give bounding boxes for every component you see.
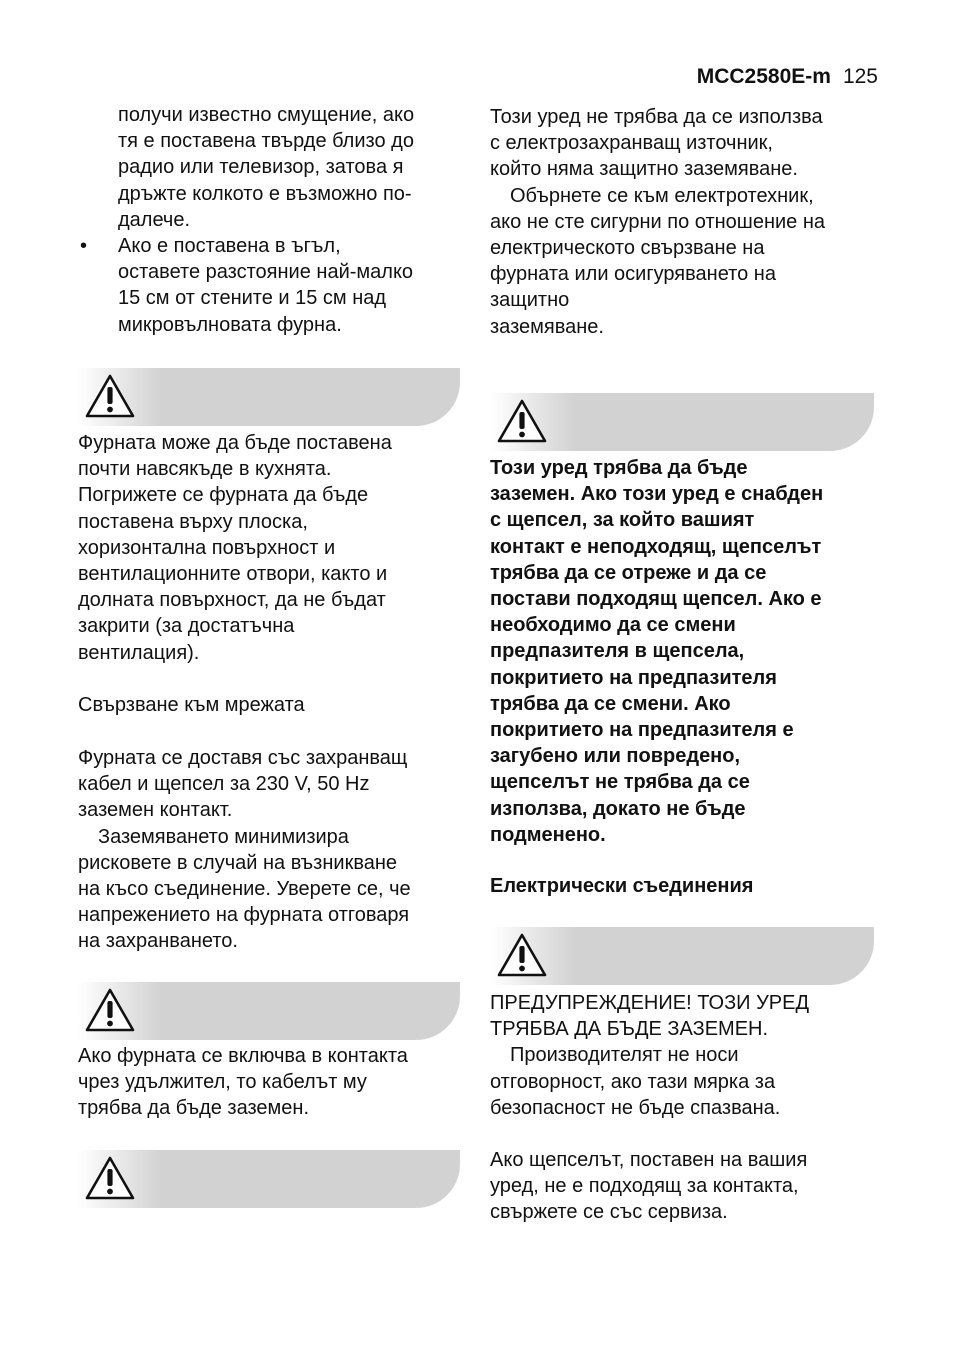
text-line: на късо съединение. Уверете се, че (78, 878, 411, 901)
text-line: хоризонтална повърхност и (78, 536, 336, 559)
text-line: заземен контакт. (78, 799, 233, 822)
warning-band (490, 393, 874, 451)
text-line: на захранването. (78, 930, 238, 953)
text-line: напрежението на фурната отговаря (78, 904, 410, 927)
text-line: свържете се със сервиза. (490, 1201, 728, 1224)
text-line: рисковете в случай на възникване (78, 851, 398, 874)
text-line: подменено. (490, 823, 606, 846)
text-line: предпазителя в щепсела, (490, 640, 745, 663)
text-line: радио или телевизор, затова я (118, 156, 404, 179)
grounding-paragraph (490, 104, 885, 340)
text-line: вентилация). (78, 641, 200, 664)
text-line: чрез удължител, то кабелът му (78, 1071, 367, 1094)
bullet-continuation (80, 102, 478, 338)
text-line: Погрижете се фурната да бъде (78, 484, 369, 507)
warning-band (78, 1150, 460, 1208)
text-line: уред, не е подходящ за контакта, (490, 1175, 799, 1198)
page-header (697, 63, 878, 91)
warning-band (78, 982, 460, 1040)
text-line: почти навсякъде в кухнята. (78, 458, 332, 481)
text-line: който няма защитно заземяване. (490, 158, 798, 181)
text-line: закрити (за достатъчна (78, 615, 295, 638)
bullet-item (80, 233, 478, 259)
text-line: кабел и щепсел за 230 V, 50 Hz (78, 773, 370, 796)
text-line: получи известно смущение, ако (118, 104, 415, 126)
warning-extension-text (78, 1043, 463, 1122)
page-number: 125 (842, 65, 878, 88)
text-line: тя е поставена твърде близо до (118, 130, 414, 153)
mains-paragraph (78, 745, 463, 955)
text-line: ТРЯБВА ДА БЪДЕ ЗАЗЕМЕН. (490, 1018, 769, 1041)
warning-triangle-icon (84, 987, 136, 1033)
warning-triangle-icon (496, 932, 548, 978)
text-line: Ако фурната се включва в контакта (78, 1045, 408, 1067)
text-line: Обърнете се към електротехник, (510, 184, 814, 207)
text-line: Ако е поставена в ъгъл, (118, 235, 341, 258)
text-line: постави подходящ щепсел. Ако е (490, 588, 822, 611)
text-line: покритието на предпазителя (490, 666, 777, 689)
text-line: Този уред трябва да бъде (490, 457, 748, 479)
text-line: поставена върху плоска, (78, 510, 308, 533)
text-line: Фурната може да бъде поставена (78, 432, 392, 454)
text-line: безопасност не бъде спазвана. (490, 1096, 781, 1119)
bullet-symbol: • (80, 235, 88, 258)
plug-paragraph (490, 1147, 885, 1226)
text-line: дръжте колкото е възможно по- (118, 182, 412, 205)
text-line: Този уред не трябва да се използва (490, 106, 823, 128)
model-number: MCC2580E-m (696, 65, 831, 88)
warning-earthed-text (490, 455, 885, 848)
text-line: фурната или осигуряването на (490, 263, 776, 286)
text-line: вентилационните отвори, както и (78, 563, 388, 586)
text-line: далече. (118, 208, 191, 231)
text-line: с електрозахранващ източник, (490, 132, 773, 155)
text-line: трябва да се смени. Ако (490, 692, 731, 715)
text-line: Заземяването минимизира (98, 825, 349, 848)
text-line: електрическото свързване на (490, 237, 765, 260)
text-line: оставете разстояние най-малко (118, 261, 414, 284)
text-line: долната повърхност, да не бъдат (78, 589, 386, 612)
warning-triangle-icon (84, 1155, 136, 1201)
text-line: защитно (490, 289, 570, 312)
text-line: Фурната се доставя със захранващ (78, 747, 408, 769)
section-heading-electric: Електрически съединения (490, 875, 754, 897)
text-line: трябва да се отреже и да се (490, 561, 767, 584)
text-line: загубено или повредено, (490, 745, 741, 768)
text-line: ако не сте сигурни по отношение на (490, 210, 826, 233)
text-line: използва, докато не бъде (490, 797, 746, 820)
warning-triangle-icon (496, 398, 548, 444)
warning-placement-text (78, 430, 463, 666)
text-line: трябва да бъде заземен. (78, 1097, 310, 1120)
text-line: покритието на предпазителя е (490, 719, 794, 742)
text-line: 15 см от стените и 15 см над (118, 287, 387, 310)
warning-band (78, 368, 460, 426)
text-line: с щепсел, за който вашият (490, 509, 755, 532)
warning-triangle-icon (84, 373, 136, 419)
text-line: Производителят не носи (510, 1044, 739, 1067)
warning-band (490, 927, 874, 985)
text-line: необходимо да се смени (490, 614, 736, 637)
warning-caps-text (490, 990, 885, 1121)
text-line: отговорност, ако тази мярка за (490, 1070, 776, 1093)
text-line: контакт е неподходящ, щепселът (490, 535, 822, 558)
text-line: заземен. Ако този уред е снабден (490, 483, 824, 506)
text-line: заземяване. (490, 315, 604, 338)
text-line: ПРЕДУПРЕЖДЕНИЕ! ТОЗИ УРЕД (490, 992, 810, 1014)
text-line: щепселът не трябва да се (490, 771, 750, 794)
text-line: Ако щепселът, поставен на вашия (490, 1149, 808, 1171)
text-line: микровълновата фурна. (118, 313, 342, 336)
section-heading-mains: Свързване към мрежата (78, 694, 305, 716)
